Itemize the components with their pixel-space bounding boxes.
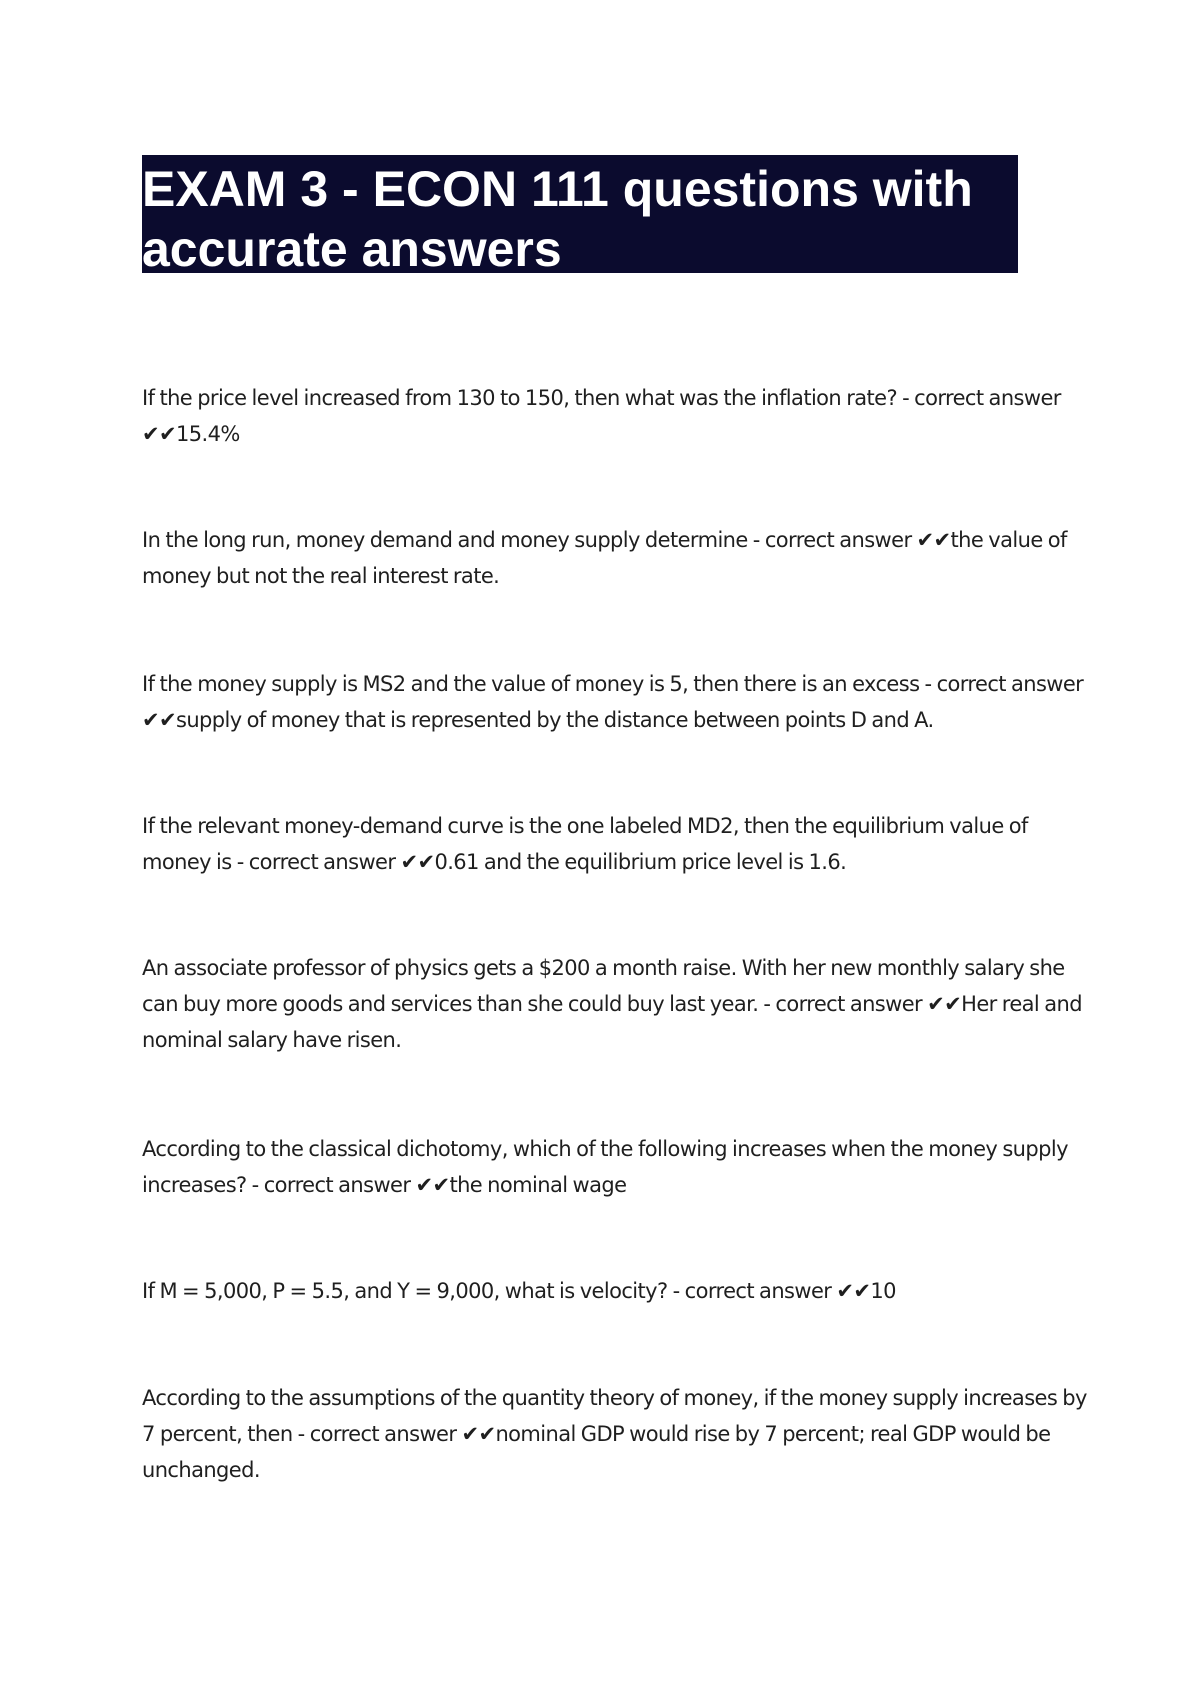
qa-text-line: According to the assumptions of the quantity theory of money, if the money supply increases by <box>142 1386 1087 1410</box>
qa-item <box>142 1131 1072 1203</box>
qa-text-line: can buy more goods and services than she could buy last year. - correct answer ✔✔Her real and <box>142 992 1082 1016</box>
qa-text-line: 7 percent, then - correct answer ✔✔nominal GDP would rise by 7 percent; real GDP would be <box>142 1422 1051 1446</box>
qa-item <box>142 808 1072 880</box>
qa-item <box>142 1380 1087 1488</box>
qa-text-line: nominal salary have risen. <box>142 1028 402 1052</box>
qa-item <box>142 1273 1072 1309</box>
qa-text-line: money but not the real interest rate. <box>142 564 500 588</box>
qa-item <box>142 380 1072 452</box>
qa-text-line: If the money supply is MS2 and the value of money is 5, then there is an excess - correct answer <box>142 672 1084 696</box>
qa-text-line: According to the classical dichotomy, which of the following increases when the money supply <box>142 1137 1068 1161</box>
qa-text-line: unchanged. <box>142 1458 260 1482</box>
title-line: EXAM 3 - ECON 111 questions with <box>142 161 973 217</box>
qa-item <box>142 522 1072 594</box>
qa-text-line: ✔✔supply of money that is represented by the distance between points D and A. <box>142 708 934 732</box>
qa-item <box>142 666 1084 738</box>
qa-text-line: increases? - correct answer ✔✔the nominal wage <box>142 1173 627 1197</box>
document-title <box>142 155 1018 277</box>
qa-text-line: If the relevant money-demand curve is the one labeled MD2, then the equilibrium value of <box>142 814 1028 838</box>
qa-text-line: In the long run, money demand and money supply determine - correct answer ✔✔the value of <box>142 528 1067 552</box>
qa-item <box>142 950 1082 1058</box>
qa-text-line: ✔✔15.4% <box>142 422 240 446</box>
qa-text-line: An associate professor of physics gets a $200 a month raise. With her new monthly salary she <box>142 956 1065 980</box>
title-line: accurate answers <box>142 221 562 277</box>
qa-text-line: If the price level increased from 130 to 150, then what was the inflation rate? - correct answer <box>142 386 1061 410</box>
qa-text-line: money is - correct answer ✔✔0.61 and the equilibrium price level is 1.6. <box>142 850 847 874</box>
qa-text-line: If M = 5,000, P = 5.5, and Y = 9,000, what is velocity? - correct answer ✔✔10 <box>142 1279 896 1303</box>
